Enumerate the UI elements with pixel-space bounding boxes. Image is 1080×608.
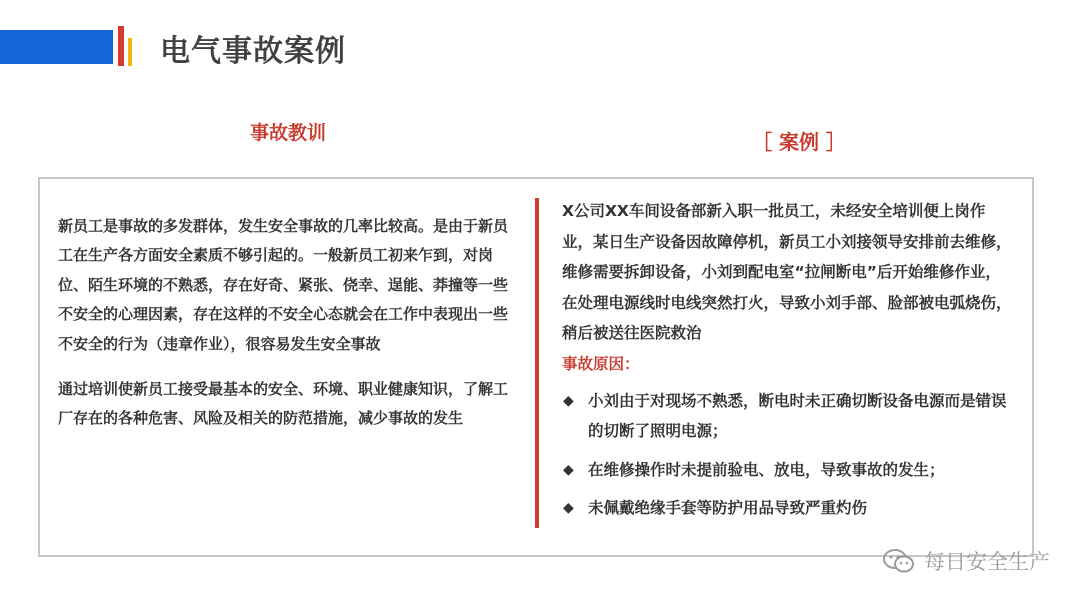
- cause-item: [562, 493, 1014, 524]
- lessons-paragraph: 新员工是事故的多发群体，发生安全事故的几率比较高。是由于新员工在生产各方面安全素质不够引起的。一般新员工初来乍到，对岗位、陌生环境的不熟悉，存在好奇、紧张、侥幸、逞能、莽撞等一些不安全的心理因素，存在这样的不安全心态就会在工作中表现出一些不安全的行为（违章作业），很容易发生安全事故: [58, 217, 509, 353]
- title-accent-red-stripe: [118, 26, 124, 66]
- lessons-column: [58, 212, 514, 434]
- title-accent-blue-bar: [0, 30, 113, 64]
- title-accent-yellow-stripe: [128, 38, 132, 66]
- lessons-heading: 事故教训: [250, 122, 327, 144]
- slide-title: 电气事故案例: [160, 34, 346, 69]
- wechat-icon: [882, 547, 916, 575]
- case-heading: ［ 案例 ］: [752, 130, 846, 154]
- cause-item: [562, 455, 1014, 486]
- cause-list: [562, 386, 1014, 524]
- diamond-bullet-icon: ◆: [563, 500, 574, 517]
- case-description: X公司XX车间设备部新入职一批员工，未经安全培训便上岗作业，某日生产设备因故障停机，新员工小刘接领导安排前去维修，维修需要拆卸设备，小刘到配电室“拉闸断电”后开始维修作业，在处理电源线时电线突然打火，导致小刘手部、脸部被电弧烧伤，稍后被送往医院救治: [562, 202, 1012, 343]
- diamond-bullet-icon: ◆: [563, 392, 574, 409]
- lessons-paragraph: 通过培训使新员工接受最基本的安全、环境、职业健康知识，了解工厂存在的各种危害、风险及相关的防范措施，减少事故的发生: [58, 380, 509, 428]
- cause-text: 小刘由于对现场不熟悉，断电时未正确切断设备电源而是错误的切断了照明电源；: [588, 391, 1007, 441]
- watermark: [882, 546, 1050, 576]
- column-divider: [535, 198, 539, 528]
- diamond-bullet-icon: ◆: [563, 461, 574, 478]
- case-column: [562, 196, 1014, 532]
- cause-text: 在维修操作时未提前验电、放电，导致事故的发生；: [588, 460, 945, 479]
- cause-item: [562, 386, 1014, 447]
- cause-text: 未佩戴绝缘手套等防护用品导致严重灼伤: [588, 499, 868, 518]
- cause-label: 事故原因：: [562, 354, 640, 373]
- watermark-text: 每日安全生产: [924, 550, 1050, 574]
